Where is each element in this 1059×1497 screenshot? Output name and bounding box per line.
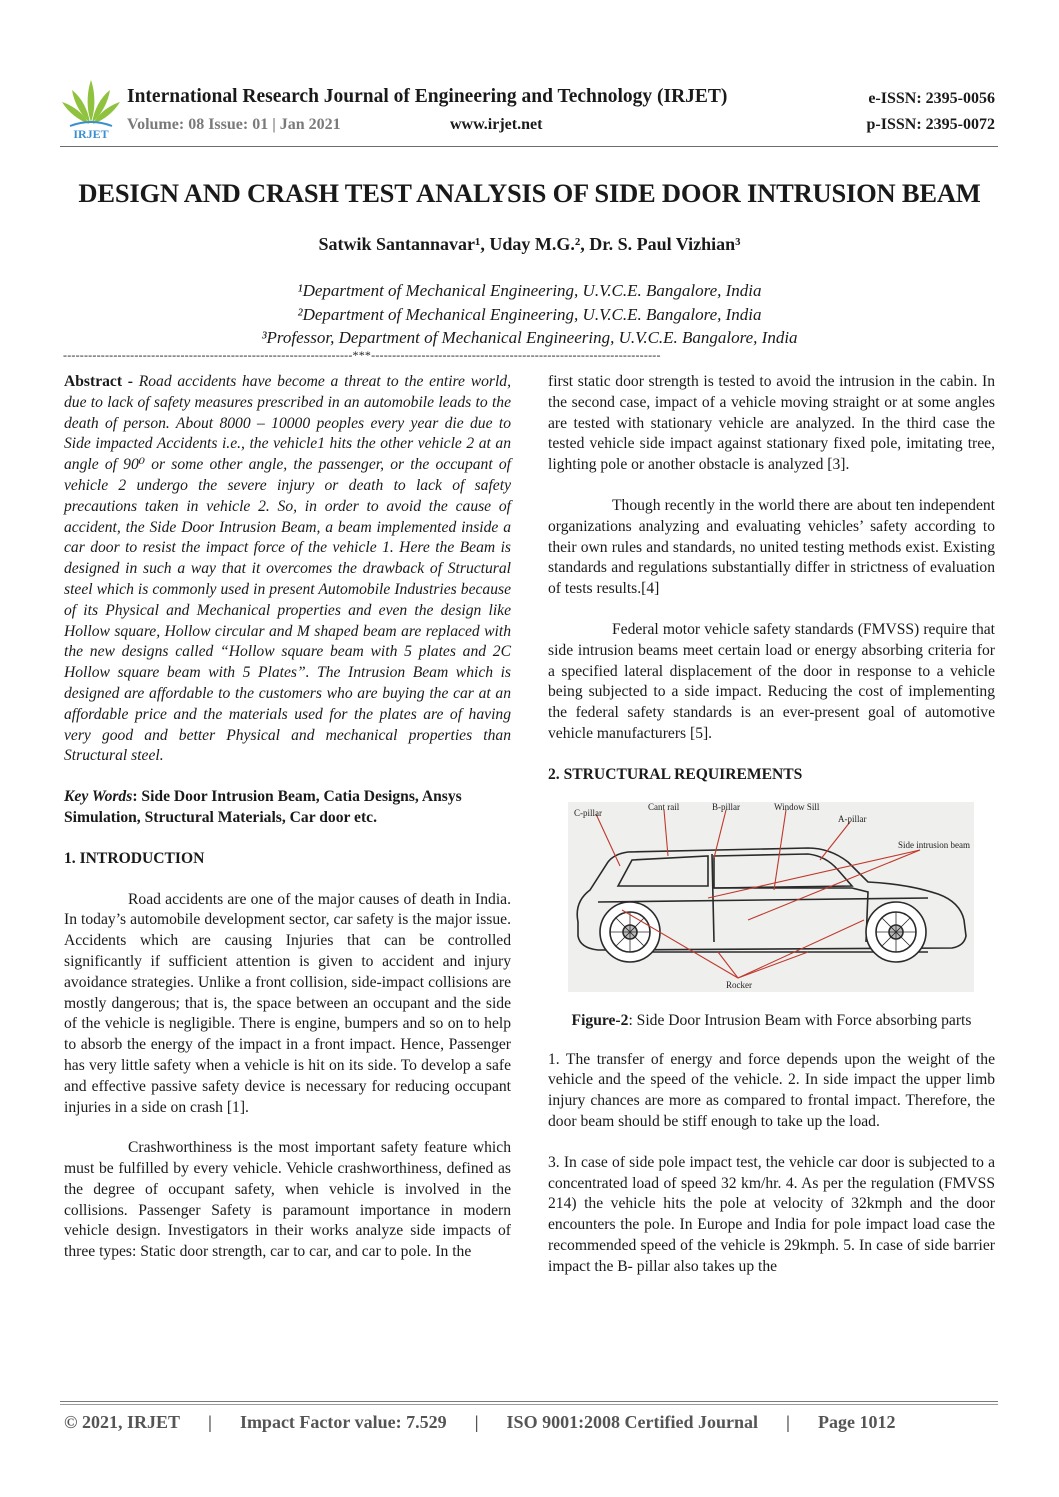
journal-title: International Research Journal of Engineering and Technology (IRJET) <box>127 86 728 107</box>
affiliation-3: ³Professor, Department of Mechanical Engineering, U.V.C.E. Bangalore, India <box>261 328 798 347</box>
footer <box>64 1412 896 1433</box>
right-paragraph-1: first static door strength is tested to avoid the intrusion in the cabin. In the second case, impact of a vehicle moving straight or at some angles are tested with stationary vehicle are analyzed. In the third case the tested vehicle side impact against stationary fixed pole, imitating tree, lighting pole or another obstacle is analyzed [3]. <box>548 373 995 474</box>
affiliation-1: ¹Department of Mechanical Engineering, U.V.C.E. Bangalore, India <box>297 281 762 300</box>
volume-issue: Volume: 08 Issue: 01 | Jan 2021 <box>127 116 341 133</box>
authors: Satwik Santannavar¹, Uday M.G.², Dr. S. Paul Vizhian³ <box>318 234 741 254</box>
footer-separator: | <box>207 1412 212 1432</box>
label-b-pillar: B-pillar <box>712 801 740 812</box>
structural-heading: 2. STRUCTURAL REQUIREMENTS <box>548 765 803 783</box>
affiliation-2: ²Department of Mechanical Engineering, U.V.C.E. Bangalore, India <box>297 305 762 324</box>
footer-rule <box>60 1401 998 1402</box>
right-paragraph-5: 3. In case of side pole impact test, the vehicle car door is subjected to a concentrated load of speed 32 km/hr. 4. As per the regulation (FMVSS 214) the vehicle hits the pole at velocity of 32kmph and the door encounters the pole. In Europe and India for pole impact load case the recommended speed of the vehicle is 29kmph. 5. In case of side barrier impact the B- pillar also takes up the <box>548 1153 995 1275</box>
car-diagram <box>568 802 974 992</box>
label-side-beam: Side intrusion beam <box>898 839 970 850</box>
intro-paragraph-2: Crashworthiness is the most important safety feature which must be fulfilled by every vehicle. Vehicle crashworthiness, defined as the degree of occupant safety, when vehicle is involved in the collisions. Passenger Safety is paramount importance in modern vehicle design. Investigators in their works analyze side impacts of three types: Static door strength, car to car, and car to pole. In the <box>64 1139 511 1261</box>
caption-text: : Side Door Intrusion Beam with Force absorbing parts <box>628 1011 972 1029</box>
p-issn: p-ISSN: 2395-0072 <box>866 116 995 133</box>
label-window-sill: Window Sill <box>774 801 820 812</box>
label-cant-rail: Cant rail <box>648 801 680 812</box>
section-separator: ---------------------------------------------------------------------***--------------------------------------------------------------------- <box>63 348 661 362</box>
footer-separator: | <box>786 1412 791 1432</box>
right-paragraph-3: Federal motor vehicle safety standards (FMVSS) require that side intrusion beams meet certain load or energy absorbing criteria for a specified lateral displacement of the door in response to a vehicle being subjected to a side impact. Reducing the cost of implementing the federal safety standards is an ever-present goal of automotive vehicle manufacturers [5]. <box>548 620 995 742</box>
label-rocker: Rocker <box>726 979 752 990</box>
e-issn: e-ISSN: 2395-0056 <box>868 90 995 107</box>
abstract-label: Abstract - <box>64 373 139 390</box>
keywords <box>64 787 511 829</box>
keywords-text: : Side Door Intrusion Beam, Catia Designs, Ansys Simulation, Structural Materials, Car door etc. <box>64 788 462 826</box>
footer-copyright: © 2021, IRJET <box>64 1412 180 1432</box>
footer-iso: ISO 9001:2008 Certified Journal <box>506 1412 759 1432</box>
figure-caption <box>548 1010 995 1032</box>
figure-2 <box>568 802 974 992</box>
caption-label: Figure-2 <box>571 1011 629 1029</box>
irjet-logo-icon <box>60 78 122 140</box>
intro-paragraph-1: Road accidents are one of the major causes of death in India. In today’s automobile development sector, car safety is the major issue. Accidents which are causing Injuries that can be controlled significantly if sufficient attention is given to accident and injury avoidance strategies. Unlike a front collision, side-impact collisions are mostly dangerous; that is, the space between an occupant and the side of the vehicle is negligible. There is engine, bumpers and so on to help to absorb the energy of the impact in a front impact. Hence, Passenger has very little safety when a vehicle is hit on its side. To develop a safe and effective passive safety device is necessary for reducing occupant injuries in a side on crash [1]. <box>64 890 511 1116</box>
label-a-pillar: A-pillar <box>838 813 867 824</box>
intro-heading: 1. INTRODUCTION <box>64 849 205 867</box>
logo-text: IRJET <box>73 127 109 140</box>
right-column <box>548 372 995 1278</box>
right-paragraph-4: 1. The transfer of energy and force depends upon the weight of the vehicle and the speed of the vehicle. 2. In side impact the upper limb injury chances are more as compared to frontal impact. Therefore, the door beam should be stiff enough to take up the load. <box>548 1050 995 1130</box>
footer-impact-factor: Impact Factor value: 7.529 <box>239 1412 447 1432</box>
paper-title: DESIGN AND CRASH TEST ANALYSIS OF SIDE DOOR INTRUSION BEAM <box>78 178 981 208</box>
right-paragraph-2: Though recently in the world there are about ten independent organizations analyzing and evaluating vehicles’ safety according to their own rules and standards, no united testing methods exist. Existing standards and regulations substantially differ in strictness of evaluation of tests results.[4] <box>548 496 995 598</box>
journal-website: www.irjet.net <box>450 116 543 133</box>
keywords-label: Key Words <box>64 788 133 806</box>
header-rule <box>60 146 998 147</box>
footer-rule-thin <box>60 1404 998 1405</box>
abstract-text: Road accidents have become a threat to the entire world, due to lack of safety measures prescribed in an automobile leads to the death of person. About 8000 – 10000 peoples every year die due to Side impacted Accidents i.e., the vehicle1 hits the other vehicle 2 at an angle of 90⁰ or some other angle, the passenger, or the occupant of vehicle 2 undergo the severe injury or death to lack of safety precautions taken in vehicle 2. So, in order to avoid the cause of accident, the Side Door Intrusion Beam, a beam implemented inside a car door to resist the impact force of the vehicle 1. Here the Beam is designed in such a way that it overcomes the drawback of Structural steel which is commonly used in present Automobile Industries because of its Physical and Mechanical properties and even the design like Hollow square, Hollow circular and M shaped beam are replaced with the new designs called “Hollow square beam with 5 plates and 2C Hollow square beam with 5 Plates”. The Intrusion Beam which is designed are affordable to the customers who are buying the car at an affordable price and the materials used for the plates are of having very good and better Physical and mechanical properties than Structural steel. <box>64 373 511 765</box>
footer-separator: | <box>474 1412 479 1432</box>
abstract <box>64 372 511 767</box>
footer-page: Page 1012 <box>818 1412 896 1432</box>
label-c-pillar: C-pillar <box>574 807 602 818</box>
left-column <box>64 372 511 1263</box>
